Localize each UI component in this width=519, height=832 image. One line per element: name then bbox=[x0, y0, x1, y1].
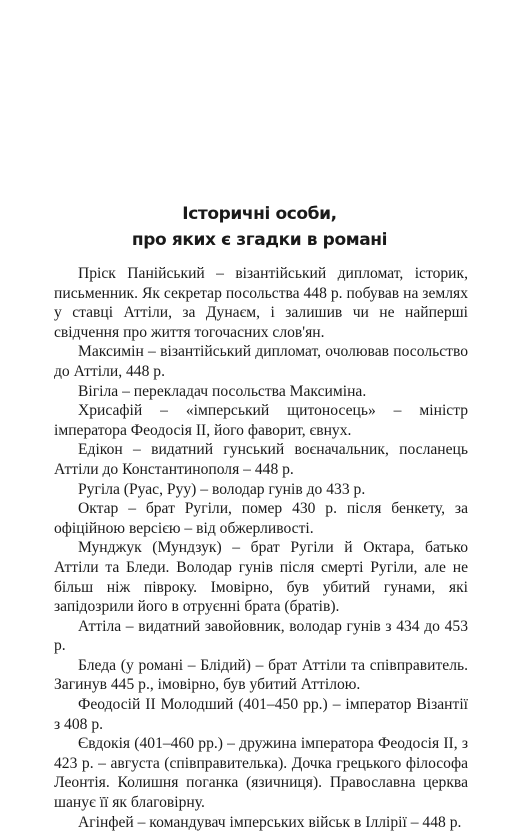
entry-bleda: Бледа (у романі – Блідий) – брат Аттіли та співправитель. Загинув 445 р., імовірно, був убитий Аттілою. bbox=[54, 656, 468, 694]
entry-khrysafii: Хрисафій – «імперський щитоносець» – міністр імператора Феодосія II, його фаворит, євнух. bbox=[54, 402, 468, 439]
entry-rugila: Ругіла (Руас, Руу) – володар гунів до 433 р. bbox=[78, 480, 366, 498]
heading-line-1: Історичні особи, bbox=[182, 204, 337, 224]
entry-mundzhuk: Мунджук (Мундзук) – брат Ругіли й Октара, батько Аттіли та Бледи. Володар гунів після смерті Ругіли, але не більш ніж півроку. Імовірно, був убитий гунами, які запідозрили його в отруєнні брата (братів). bbox=[54, 539, 468, 616]
entry-prisk: Пріск Панійський – візантійський дипломат, історик, письменник. Як секретар посольства 448 р. побував на землях у ставці Аттіли, за Дунаєм, і залишив чи не найперші свідчення про життя тогочасних слов'ян. bbox=[54, 265, 468, 341]
entry-feodosii: Феодосій II Молодший (401–450 рр.) – імператор Візантії з 408 р. bbox=[54, 696, 468, 733]
entries-list bbox=[54, 264, 468, 832]
entry-oktar: Октар – брат Ругіли, помер 430 р. після бенкету, за офіційною версією – від обжерливості. bbox=[54, 500, 468, 537]
heading-line-2: про яких є згадки в романі bbox=[131, 230, 388, 250]
entry-attila: Аттіла – видатний завойовник, володар гунів з 434 до 453 р. bbox=[54, 617, 468, 655]
entry-aginfei: Агінфей – командувач імперських військ в Іллірії – 448 р. bbox=[78, 813, 462, 831]
section-heading bbox=[0, 201, 519, 253]
entry-yevdokiia: Євдокія (401–460 рр.) – дружина імператора Феодосія II, з 423 р. – августа (співправителька). Дочка грецького філософа Леонтія. Колишня поганка (язичниця). Православна церква шанує її як благовірну. bbox=[54, 735, 468, 812]
entry-vigila: Вігіла – перекладач посольства Максиміна. bbox=[78, 382, 367, 400]
entry-edikon: Едікон – видатний гунський воєначальник, посланець Аттіли до Константинополя – 448 р. bbox=[54, 441, 468, 478]
entry-maksymin: Максимін – візантійський дипломат, очолював посольство до Аттіли, 448 р. bbox=[54, 343, 468, 380]
